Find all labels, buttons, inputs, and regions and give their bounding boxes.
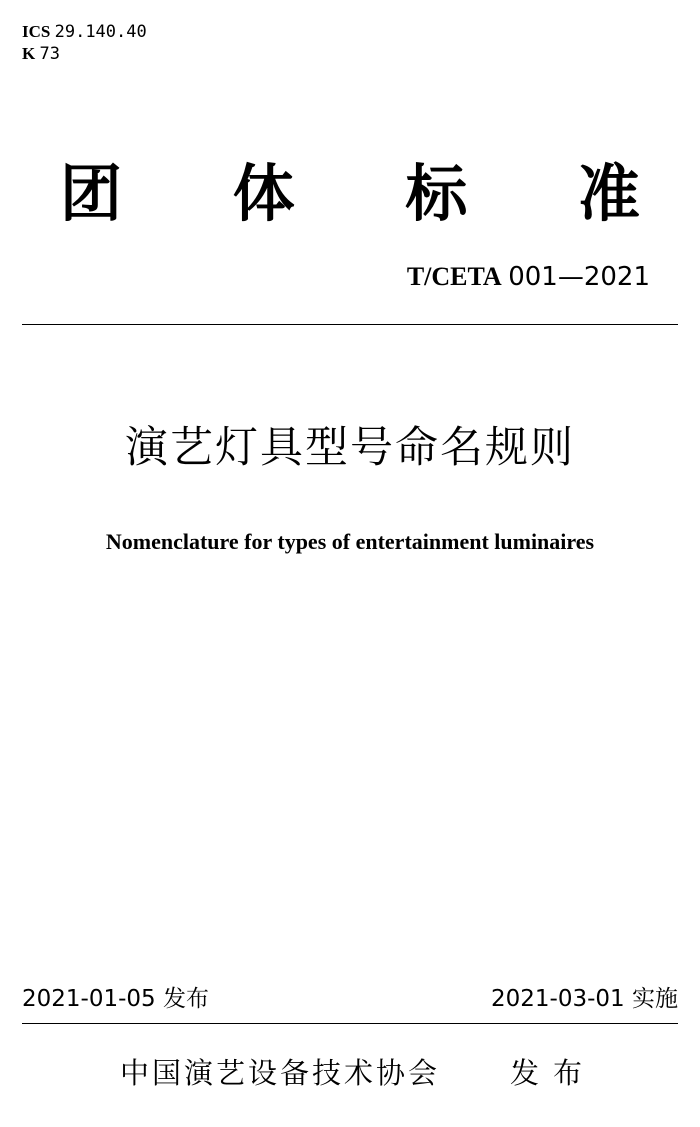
ccs-label: K (22, 44, 36, 63)
standard-type-heading (60, 158, 640, 230)
standard-number (407, 262, 650, 292)
document-title-chinese: 演艺灯具型号命名规则 (125, 423, 575, 473)
ics-code: 29.140.40 (54, 22, 147, 42)
ics-classification (22, 22, 147, 42)
standard-type-char: 准 (577, 157, 640, 230)
ics-label: ICS (22, 22, 51, 41)
top-divider (22, 324, 678, 325)
standard-type-char: 团 (60, 157, 123, 230)
publisher-action: 发布 (510, 1056, 597, 1090)
implement-date: 2021-03-01 实施 (491, 986, 678, 1012)
standard-number-prefix: T/CETA (406, 262, 502, 291)
standard-type-char: 标 (405, 157, 468, 230)
publisher-name: 中国演艺设备技术协会 (120, 1056, 441, 1090)
document-title-english: Nomenclature for types of entertainment luminaires (105, 529, 595, 554)
standard-type-char: 体 (232, 157, 295, 230)
publish-date: 2021-01-05 发布 (22, 986, 209, 1012)
ccs-code: 73 (39, 44, 60, 64)
bottom-divider (22, 1023, 678, 1024)
standard-number-value: 001—2021 (508, 262, 650, 292)
ccs-classification (22, 44, 60, 64)
